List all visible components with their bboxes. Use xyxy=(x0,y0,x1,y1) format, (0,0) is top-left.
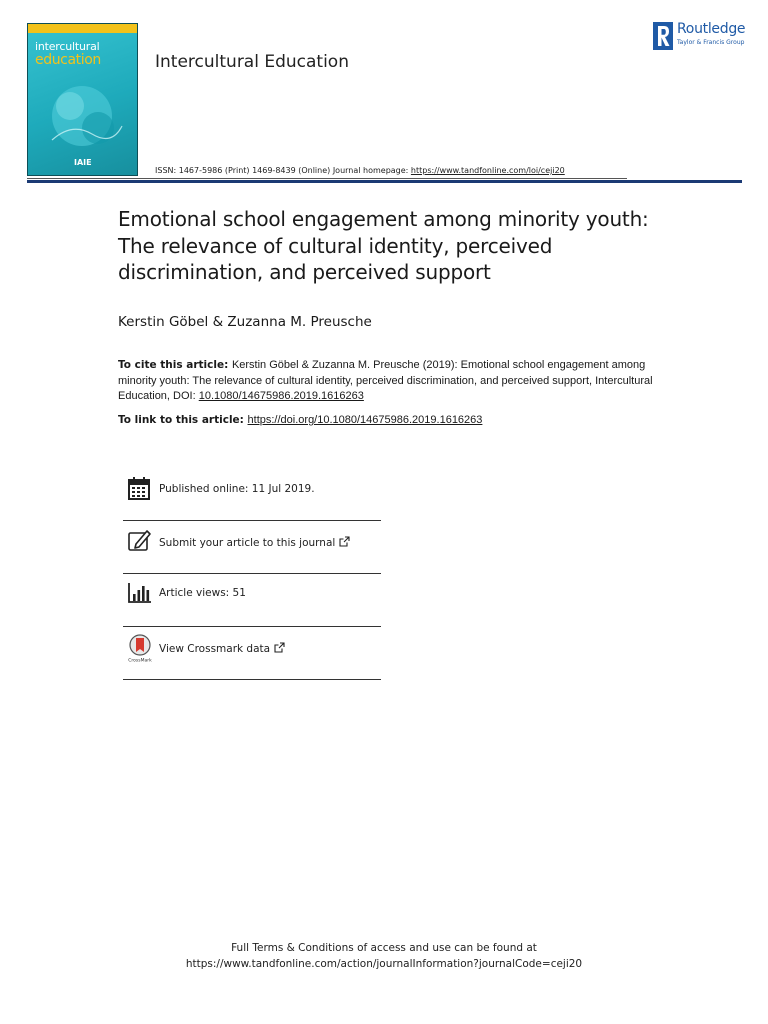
issn-line xyxy=(155,166,565,175)
crossmark-label: View Crossmark data xyxy=(159,643,271,655)
submit-article-label: Submit your article to this journal xyxy=(159,537,336,549)
crossmark-badge-text: CrossMark xyxy=(128,658,152,663)
citation-text: Kerstin Göbel & Zuzanna M. Preusche (2019): Emotional school engagement among minority youth: The relevance of cultural identity, perceived discrimination, and perceived support, Intercultural Education, DOI: xyxy=(118,359,653,402)
edit-icon xyxy=(127,528,153,554)
meta-divider xyxy=(123,626,381,627)
article-link-line xyxy=(118,414,482,426)
article-views-text: Article views: 51 xyxy=(159,587,246,599)
submit-article-link[interactable] xyxy=(159,536,350,549)
terms-line: Full Terms & Conditions of access and use can be found at xyxy=(231,942,537,954)
cover-logo: IAIE xyxy=(74,158,92,167)
published-online-text: Published online: 11 Jul 2019. xyxy=(159,483,315,495)
cover-artwork xyxy=(42,82,126,152)
journal-homepage-link[interactable]: https://www.tandfonline.com/loi/ceji20 xyxy=(410,166,565,175)
crossmark-row[interactable] xyxy=(123,633,381,673)
crossmark-link[interactable] xyxy=(159,642,285,655)
citation-label: To cite this article: xyxy=(118,359,232,371)
citation-doi-link[interactable]: 10.1080/14675986.2019.1616263 xyxy=(198,390,364,402)
issn-text: ISSN: 1467-5986 (Print) 1469-8439 (Online) Journal homepage: xyxy=(155,166,411,175)
bar-chart-icon xyxy=(127,580,153,606)
citation-block xyxy=(118,358,658,405)
terms-footer xyxy=(0,941,768,972)
journal-cover-image xyxy=(27,23,138,176)
publisher-name: Routledge xyxy=(677,21,746,37)
terms-url-link[interactable]: https://www.tandfonline.com/action/journalInformation?journalCode=ceji20 xyxy=(185,957,583,970)
crossmark-icon xyxy=(127,633,153,663)
submit-article-row[interactable] xyxy=(123,528,381,568)
publisher-logo[interactable] xyxy=(653,20,748,52)
meta-divider xyxy=(123,573,381,574)
article-doi-url-link[interactable]: https://doi.org/10.1080/14675986.2019.1616263 xyxy=(247,414,483,426)
article-authors: Kerstin Göbel & Zuzanna M. Preusche xyxy=(118,314,372,330)
cover-strip xyxy=(28,24,137,33)
routledge-r-icon xyxy=(653,22,673,50)
journal-title: Intercultural Education xyxy=(155,52,349,72)
meta-divider xyxy=(123,679,381,680)
calendar-icon xyxy=(127,475,153,501)
header-divider xyxy=(27,180,742,183)
published-online-row xyxy=(123,475,381,515)
meta-divider xyxy=(123,520,381,521)
article-title: Emotional school engagement among minority youth: The relevance of cultural identity, perceived discrimination, and perceived support xyxy=(118,207,649,284)
external-link-icon xyxy=(274,642,285,653)
article-link-label: To link to this article: xyxy=(118,414,248,426)
publisher-subtitle: Taylor & Francis Group xyxy=(677,39,745,46)
cover-title-line1: intercultural xyxy=(35,40,100,53)
external-link-icon xyxy=(339,536,350,547)
cover-title-line2: education xyxy=(35,52,101,68)
header-divider-thin xyxy=(27,178,627,179)
article-views-row xyxy=(123,580,381,620)
